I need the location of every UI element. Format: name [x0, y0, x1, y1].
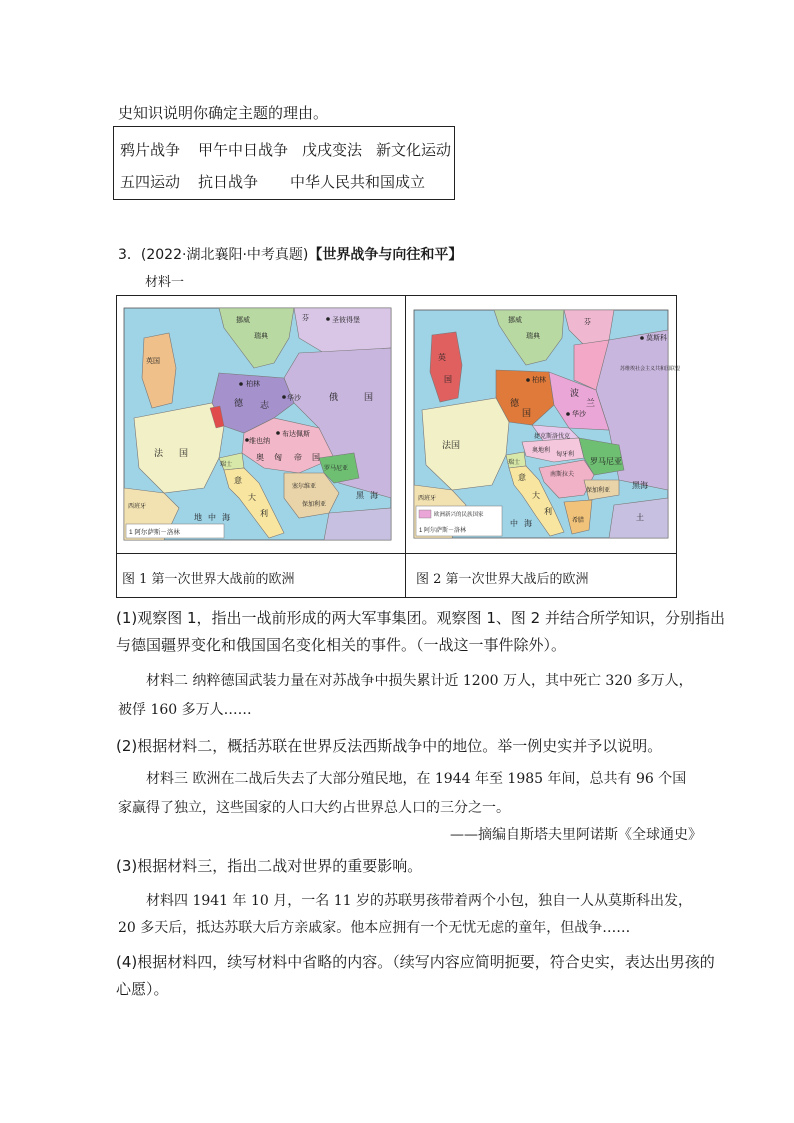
table-divider: [116, 553, 677, 554]
map-label: 塞尔维亚: [292, 484, 317, 490]
map-label: 罗马尼亚: [590, 457, 622, 466]
map-label: 圣彼得堡: [332, 317, 360, 324]
map-label: 帝: [294, 453, 302, 462]
map-label: 英: [438, 353, 446, 362]
map-label: 芬: [302, 315, 309, 322]
map-europe-after-wwi: [414, 310, 681, 538]
map-label: 海: [222, 513, 230, 522]
question-3-theme: 【世界战争与向往和平】: [308, 247, 463, 263]
map-label: 奥地利: [532, 448, 551, 454]
question-1-line-2: 与德国疆界变化和俄国国名变化相关的事件。（一战这一事件除外）。: [116, 636, 567, 654]
map-label: 英国: [146, 358, 160, 365]
map-label: 法国: [442, 440, 461, 450]
map-label: 波: [570, 388, 580, 398]
map-label: 中: [510, 519, 518, 528]
map-label: 志: [260, 400, 270, 410]
question-4-line-1: (4)根据材料四，续写材料中省略的内容。（续写内容应简明扼要，符合史实，表达出男孩的: [116, 953, 715, 971]
map-label: 兰: [586, 398, 596, 408]
material-3-source: ——摘编自斯塔夫里阿诺斯《全球通史》: [450, 827, 702, 843]
map-label: 俄: [329, 392, 339, 402]
map-label: 柏林: [246, 381, 260, 388]
map-label: 莫斯科: [646, 335, 667, 342]
map-label: 芬: [584, 319, 591, 326]
map-label: 大: [532, 491, 540, 500]
map-label: 利: [260, 509, 268, 518]
map-2-caption: 图 2 第一次世界大战后的欧洲: [416, 572, 589, 587]
map-label: 保加利亚: [586, 488, 611, 494]
topic-item: 抗日战争: [198, 173, 259, 191]
map-label: 挪威: [508, 317, 522, 324]
question-3-title: [118, 244, 462, 264]
map-label: 土: [636, 513, 644, 522]
map-legend-text: 欧洲新兴的民族国家: [434, 512, 484, 518]
map-label: 黑海: [632, 481, 648, 490]
map-label: 瑞典: [526, 333, 540, 340]
map-label: 匈牙利: [556, 452, 575, 458]
question-2: (2)根据材料二，概括苏联在世界反法西斯战争中的地位。举一例史实并予以说明。: [116, 737, 663, 755]
question-3: (3)根据材料三，指出二战对世界的重要影响。: [116, 857, 423, 875]
topic-item: 新文化运动: [376, 141, 452, 159]
map-label: 国: [179, 448, 189, 458]
map-label: 捷克斯洛伐克: [534, 434, 571, 440]
map-label: 保加利亚: [302, 502, 327, 508]
map-label: 维也纳: [249, 438, 270, 445]
map-label: 海: [524, 519, 532, 528]
material-3-line-2: 家赢得了独立，这些国家的人口大约占世界总人口的三分之一。: [118, 800, 510, 816]
map-label: 意: [518, 473, 526, 482]
map-label: 国: [364, 392, 374, 402]
map-label: 苏维埃社会主义共和国联盟: [620, 366, 681, 372]
map-label: 西班牙: [128, 504, 147, 510]
map-label: 西班牙: [418, 496, 437, 502]
question-4-line-2: 心愿）。: [116, 980, 169, 998]
topic-box: [113, 126, 455, 200]
map-label: 瑞士: [508, 460, 521, 466]
material-2-line-2: 被俘 160 多万人……: [118, 702, 252, 718]
map-label: 华沙: [572, 411, 586, 418]
topic-item: 中华人民共和国成立: [290, 173, 426, 191]
map-label: 德: [234, 398, 244, 408]
map-1-caption: 图 1 第一次世界大战前的欧洲: [122, 572, 295, 587]
topic-item: 戊戌变法: [302, 141, 363, 159]
map-label: 匈: [274, 453, 282, 462]
map-label: 罗马尼亚: [324, 466, 349, 472]
material-1-label: 材料一: [145, 275, 185, 290]
intro-text: 史知识说明你确定主题的理由。: [118, 104, 329, 122]
map-label: 挪威: [236, 317, 250, 324]
map-label: 布达佩斯: [282, 431, 310, 438]
map-label: 黑: [356, 491, 364, 500]
material-4-line-2: 20 多天后，抵达苏联大后方亲戚家。他本应拥有一个无忧无虑的童年，但战争……: [118, 920, 631, 936]
map-europe-before-wwi: [124, 308, 391, 540]
map-label: 国: [444, 375, 452, 384]
map-label: 意: [234, 476, 242, 485]
map-label: 国: [312, 453, 320, 462]
material-2-line-1: 材料二 纳粹德国武装力量在对苏战争中损失累计近 1200 万人，其中死亡 320 多万人，: [146, 673, 693, 689]
map-label: 瑞典: [254, 333, 268, 340]
map-label: 中: [208, 513, 216, 522]
map-label: 大: [248, 493, 256, 502]
map-label: 利: [544, 507, 552, 516]
topic-item: 鸦片战争: [120, 141, 181, 159]
question-3-prefix: 3．(2022·湖北襄阳·中考真题): [118, 247, 309, 263]
map-label: 瑞士: [220, 462, 233, 468]
map-legend-text: 1 阿尔萨斯－洛林: [129, 529, 180, 536]
topic-item: 甲午中日战争: [198, 141, 289, 159]
map-label: 海: [370, 491, 378, 500]
material-3-line-1: 材料三 欧洲在二战后失去了大部分殖民地，在 1944 年至 1985 年间，总共有 96 个国: [146, 771, 687, 787]
map-label: 华沙: [287, 395, 301, 402]
map-label: 法: [154, 448, 164, 458]
map-legend-text: 1 阿尔萨斯－洛林: [419, 528, 467, 534]
map-label: 南斯拉夫: [550, 472, 575, 478]
topic-item: 五四运动: [120, 173, 181, 191]
material-4-line-1: 材料四 1941 年 10 月，一名 11 岁的苏联男孩带着两个小包，独自一人从莫斯科出发，: [146, 893, 692, 909]
map-label: 地: [194, 513, 202, 522]
map-label: 柏林: [532, 377, 546, 384]
map-label: 德: [510, 398, 520, 408]
map-label: 国: [522, 408, 532, 418]
map-label: 奥: [256, 453, 264, 462]
question-1-line-1: (1)观察图 1，指出一战前形成的两大军事集团。观察图 1、图 2 并结合所学知识，分别指出: [116, 609, 725, 627]
map-label: 希腊: [572, 518, 585, 524]
